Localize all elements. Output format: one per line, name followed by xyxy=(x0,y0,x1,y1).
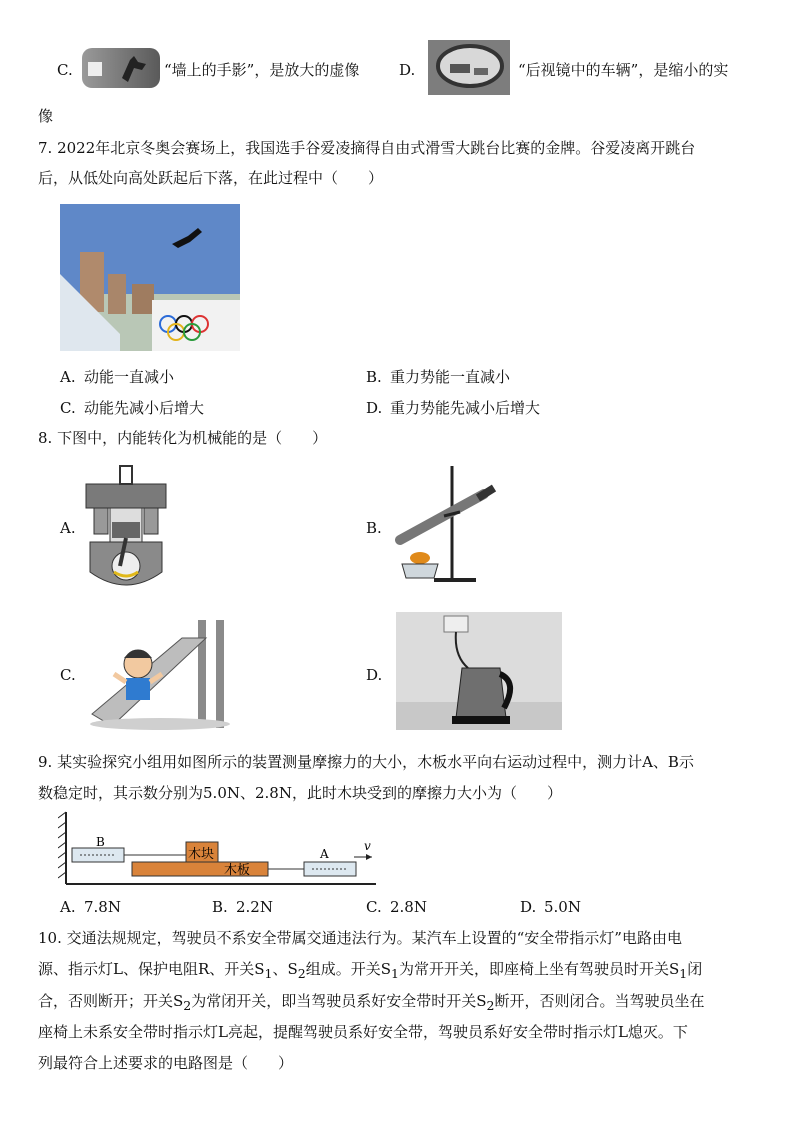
q6-option-d-continuation: 像 xyxy=(38,107,54,125)
q9-option-c-text: 2.8N xyxy=(390,898,427,916)
velocity-label: v xyxy=(364,839,371,853)
q9-stem-line1: 9. 某实验探究小组用如图所示的装置测量摩擦力的大小，木板水平向右运动过程中，测力计A、B示 xyxy=(38,753,694,771)
q7-option-d-label: D. xyxy=(366,399,383,417)
q8-option-c-label: C. xyxy=(60,666,76,684)
q6-option-d-label: D. xyxy=(399,61,416,79)
q8-option-a-label: A. xyxy=(60,519,76,537)
q6-option-c-text: “墙上的手影”，是放大的虚像 xyxy=(164,61,360,79)
spring-scale-a-label: A xyxy=(320,847,329,861)
q10-stem-line3: 合，否则断开；开关$S_2$为常闭开关，即当驾驶员系好安全带时开关$S_2$断开，否则闭合。当驾驶员坐在 xyxy=(38,992,705,1013)
q6-option-c-label: C. xyxy=(57,61,73,79)
q7-option-b-label: B. xyxy=(366,368,382,386)
q7-option-d-text: 重力势能先减小后增大 xyxy=(390,399,541,417)
q9-option-b-label: B. xyxy=(212,898,228,916)
q9-option-c-label: C. xyxy=(366,898,382,916)
q9-option-d-text: 5.0N xyxy=(544,898,581,916)
q7-option-a-label: A. xyxy=(60,368,76,386)
hand-shadow-photo xyxy=(82,48,160,88)
block-label: 木块 xyxy=(188,847,215,862)
q9-option-b-text: 2.2N xyxy=(236,898,273,916)
q7-stem-line2: 后，从低处向高处跃起后下落，在此过程中（ ） xyxy=(38,169,384,187)
q10-stem-line5: 列最符合上述要求的电路图是（ ） xyxy=(38,1054,294,1072)
q10-stem-line2: 源、指示灯L、保护电阻R、开关$S_1$、$S_2$组成。开关$S_1$为常开开关，即座椅上坐有驾驶员时开关$S_1$闭 xyxy=(38,960,703,981)
friction-measurement-diagram xyxy=(58,808,378,890)
electric-kettle-photo xyxy=(396,612,562,730)
engine-cylinder-diagram xyxy=(80,462,172,590)
q7-option-b-text: 重力势能一直减小 xyxy=(390,368,511,386)
q7-stem-line1: 7. 2022年北京冬奥会赛场上，我国选手谷爱凌摘得自由式滑雪大跳台比赛的金牌。谷爱凌离开跳台 xyxy=(38,139,696,157)
q10-stem-line4: 座椅上未系安全带时指示灯L亮起，提醒驾驶员系好安全带，驾驶员系好安全带时指示灯L熄灭。下 xyxy=(38,1023,688,1041)
q9-option-a-text: 7.8N xyxy=(84,898,121,916)
q8-option-d-label: D. xyxy=(366,666,383,684)
board-label: 木板 xyxy=(224,863,251,878)
q8-option-b-label: B. xyxy=(366,519,382,537)
q7-option-c-label: C. xyxy=(60,399,76,417)
q7-option-a-text: 动能一直减小 xyxy=(84,368,175,386)
ski-jump-photo xyxy=(60,204,240,351)
q7-option-c-text: 动能先减小后增大 xyxy=(84,399,205,417)
q10-stem-line1: 10. 交通法规规定，驾驶员不系安全带属交通违法行为。某汽车上设置的“安全带指示灯”电路由电 xyxy=(38,929,682,947)
rear-mirror-photo xyxy=(428,40,510,95)
q9-option-a-label: A. xyxy=(60,898,76,916)
q8-stem: 8. 下图中，内能转化为机械能的是（ ） xyxy=(38,429,328,447)
q6-option-d-text: “后视镜中的车辆”，是缩小的实 xyxy=(518,61,729,79)
test-tube-heating-diagram xyxy=(390,462,502,586)
q9-option-d-label: D. xyxy=(520,898,537,916)
q9-stem-line2: 数稳定时，其示数分别为5.0N、2.8N，此时木块受到的摩擦力大小为（ ） xyxy=(38,784,562,802)
slide-child-diagram xyxy=(82,614,236,730)
spring-scale-b-label: B xyxy=(96,835,105,849)
